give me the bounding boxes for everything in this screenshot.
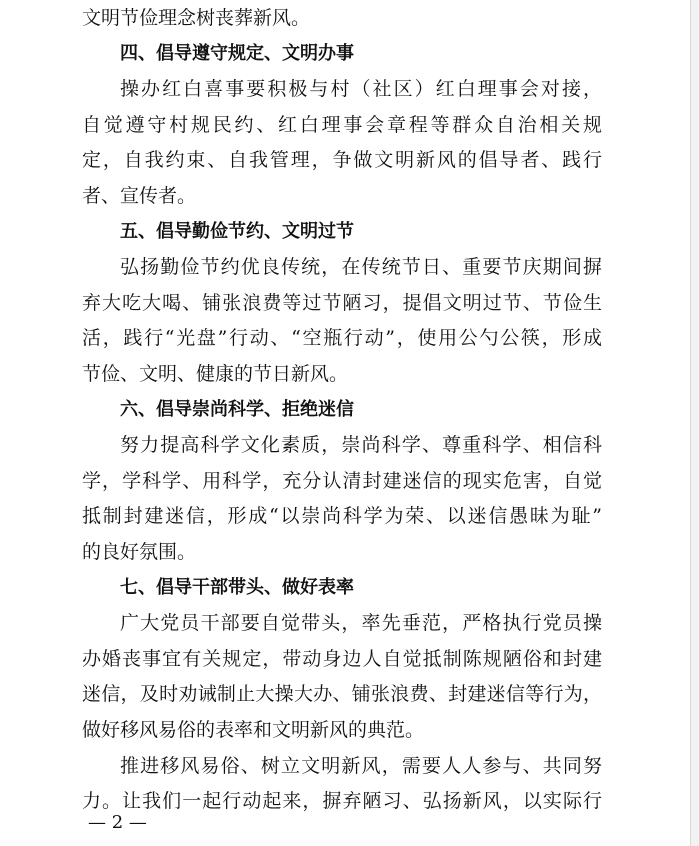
paragraph-line: 弃大吃大喝、铺张浪费等过节陋习，提倡文明过节、节俭生 — [82, 292, 602, 314]
section-heading: 六、倡导崇尚科学、拒绝迷信 — [120, 399, 354, 420]
paragraph-line: 迷信，及时劝诫制止大操大办、铺张浪费、封建迷信等行为， — [82, 683, 602, 705]
paragraph-first-line: 弘扬勤俭节约优良传统，在传统节日、重要节庆期间摒 — [120, 256, 602, 278]
section-heading: 四、倡导遵守规定、文明办事 — [120, 43, 354, 64]
paragraph-line: 抵制封建迷信，形成“以崇尚科学为荣、以迷信愚昧为耻” — [82, 505, 602, 527]
paragraph-first-line: 广大党员干部要自觉带头，率先垂范，严格执行党员操 — [120, 612, 602, 634]
paragraph-line: 者、宣传者。 — [82, 185, 197, 207]
paragraph-line: 力。让我们一起行动起来，摒弃陋习、弘扬新风，以实际行 — [82, 790, 602, 812]
section-heading: 七、倡导干部带头、做好表率 — [120, 577, 354, 598]
paragraph-line: 办婚丧事宜有关规定，带动身边人自觉抵制陈规陋俗和封建 — [82, 648, 602, 670]
paragraph-first-line: 努力提高科学文化素质，崇尚科学、尊重科学、相信科 — [120, 434, 602, 456]
paragraph-line: 活，践行“光盘”行动、“空瓶行动”，使用公勺公筷，形成 — [82, 327, 602, 349]
paragraph-line: 的良好氛围。 — [82, 541, 197, 563]
section-heading: 五、倡导勤俭节约、文明过节 — [120, 221, 354, 242]
paragraph-line: 文明节俭理念树丧葬新风。 — [82, 7, 311, 29]
paragraph-line: 做好移风易俗的表率和文明新风的典范。 — [82, 719, 425, 741]
paragraph-first-line: 推进移风易俗、树立文明新风，需要人人参与、共同努 — [120, 755, 602, 777]
paragraph-line: 定，自我约束、自我管理，争做文明新风的倡导者、践行 — [82, 149, 602, 171]
paragraph-line: 自觉遵守村规民约、红白理事会章程等群众自治相关规 — [82, 114, 602, 136]
paragraph-first-line: 操办红白喜事要积极与村（社区）红白理事会对接， — [120, 78, 602, 100]
paragraph-line: 学，学科学、用科学，充分认清封建迷信的现实危害，自觉 — [82, 470, 602, 492]
page-number: — 2 — — [88, 812, 147, 833]
paragraph-line: 节俭、文明、健康的节日新风。 — [82, 363, 349, 385]
